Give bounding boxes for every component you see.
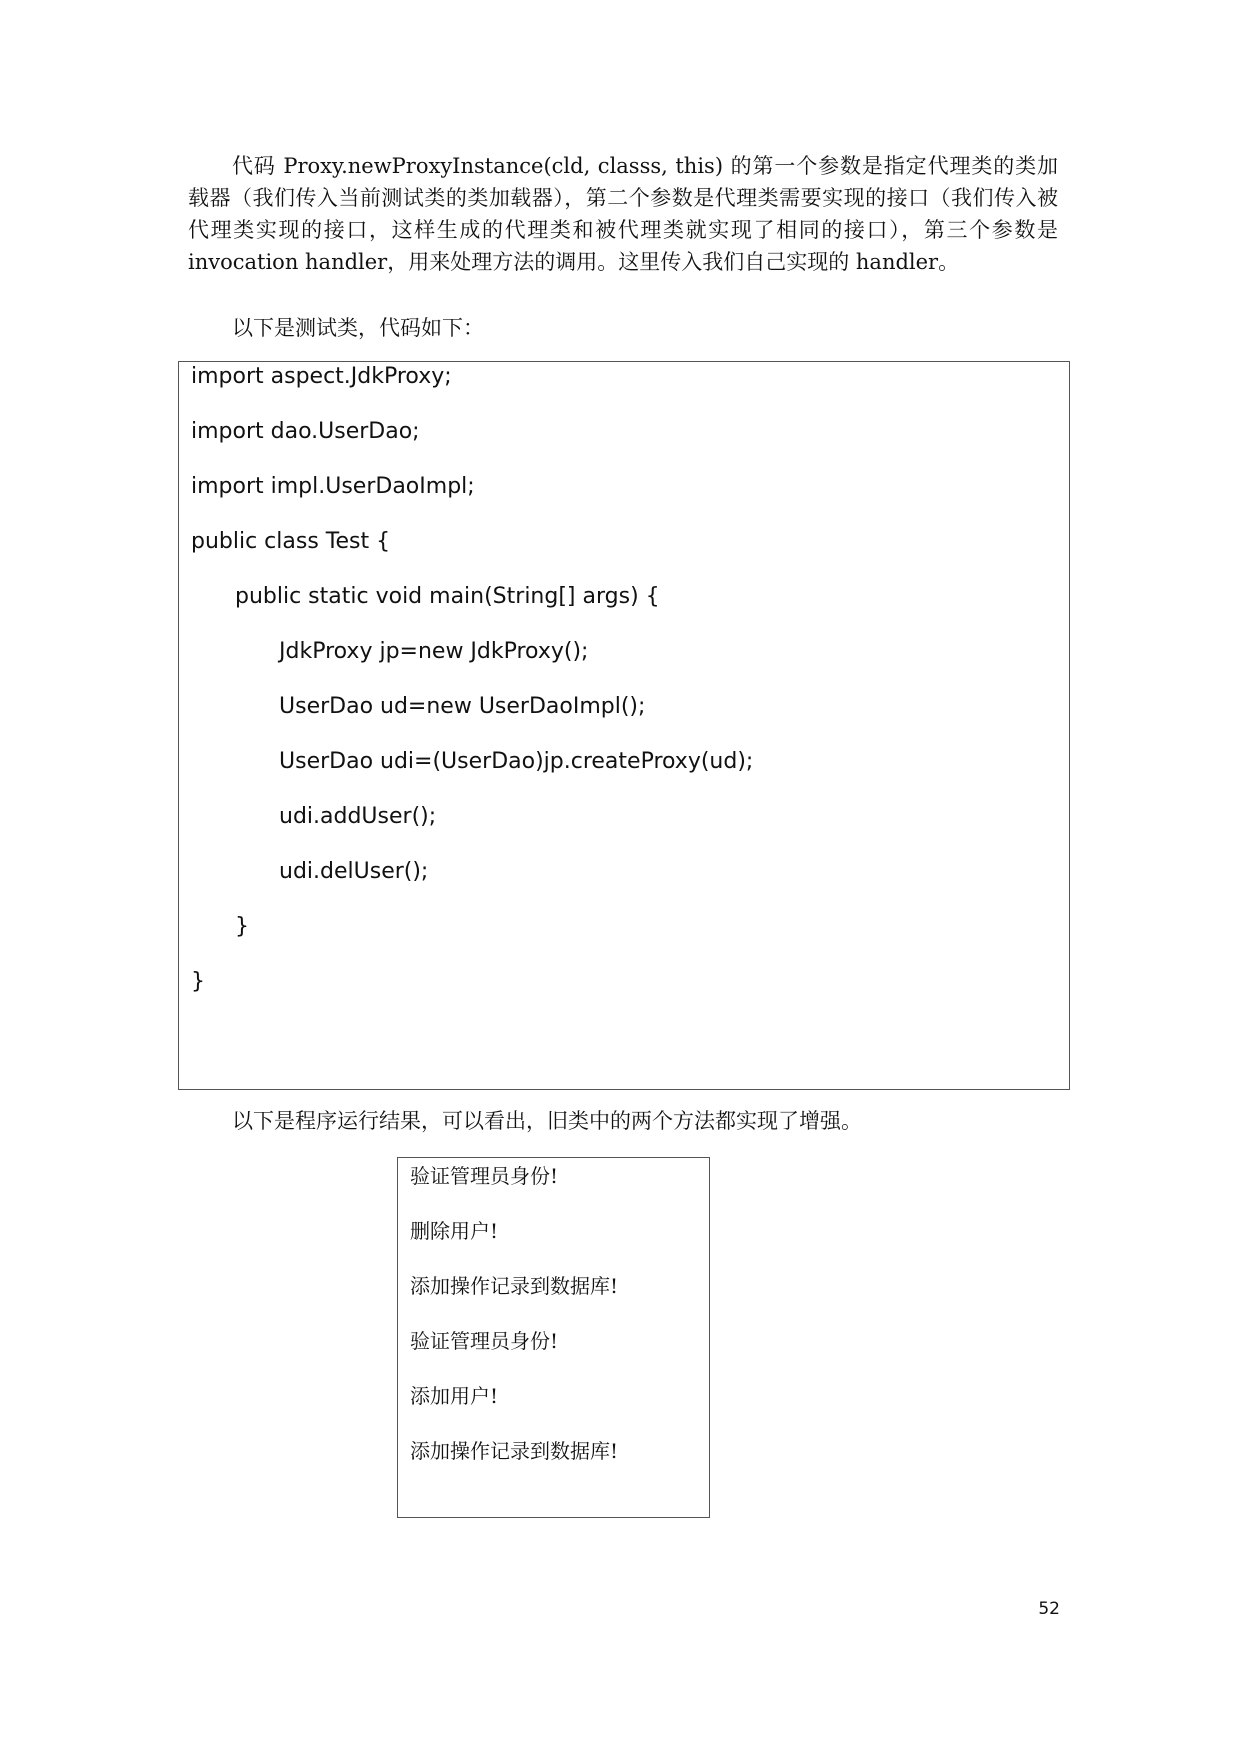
result-intro: 以下是程序运行结果，可以看出，旧类中的两个方法都实现了增强。 — [232, 1109, 862, 1133]
code-block — [178, 361, 1070, 1090]
output-line: 添加操作记录到数据库! — [410, 1439, 619, 1463]
code-line: UserDao udi=(UserDao)jp.createProxy(ud); — [279, 749, 754, 774]
code-line: } — [191, 969, 205, 994]
code-line: UserDao ud=new UserDaoImpl(); — [279, 694, 646, 719]
code-line: udi.addUser(); — [279, 804, 437, 829]
output-line: 验证管理员身份! — [410, 1164, 559, 1188]
intro-paragraph: 代码 Proxy.newProxyInstance(cld, classs, this) 的第一个参数是指定代理类的类加载器（我们传入当前测试类的类加载器），第二个参数是代理类需要实现的接口（我们传入被代理类实现的接口，这样生成的代理类和被代理类就实现了相同的接口），第三个参数是 invocation handler，用来处理方法的调用。这里传入我们自己实现的 handler。 — [188, 154, 1058, 274]
code-line: import impl.UserDaoImpl; — [191, 474, 475, 499]
page-number: 52 — [1038, 1599, 1060, 1619]
code-line: public class Test { — [191, 529, 391, 554]
code-line: udi.delUser(); — [279, 859, 429, 884]
output-line: 验证管理员身份! — [410, 1329, 559, 1353]
output-line: 删除用户! — [410, 1219, 499, 1243]
output-block — [397, 1157, 710, 1518]
code-line: public static void main(String[] args) { — [235, 584, 660, 609]
output-line: 添加操作记录到数据库! — [410, 1274, 619, 1298]
output-line: 添加用户! — [410, 1384, 499, 1408]
code-line: JdkProxy jp=new JdkProxy(); — [279, 639, 589, 664]
code-line: import dao.UserDao; — [191, 419, 420, 444]
test-class-intro: 以下是测试类，代码如下： — [232, 316, 484, 340]
code-line: import aspect.JdkProxy; — [191, 364, 452, 389]
code-line: } — [235, 914, 249, 939]
